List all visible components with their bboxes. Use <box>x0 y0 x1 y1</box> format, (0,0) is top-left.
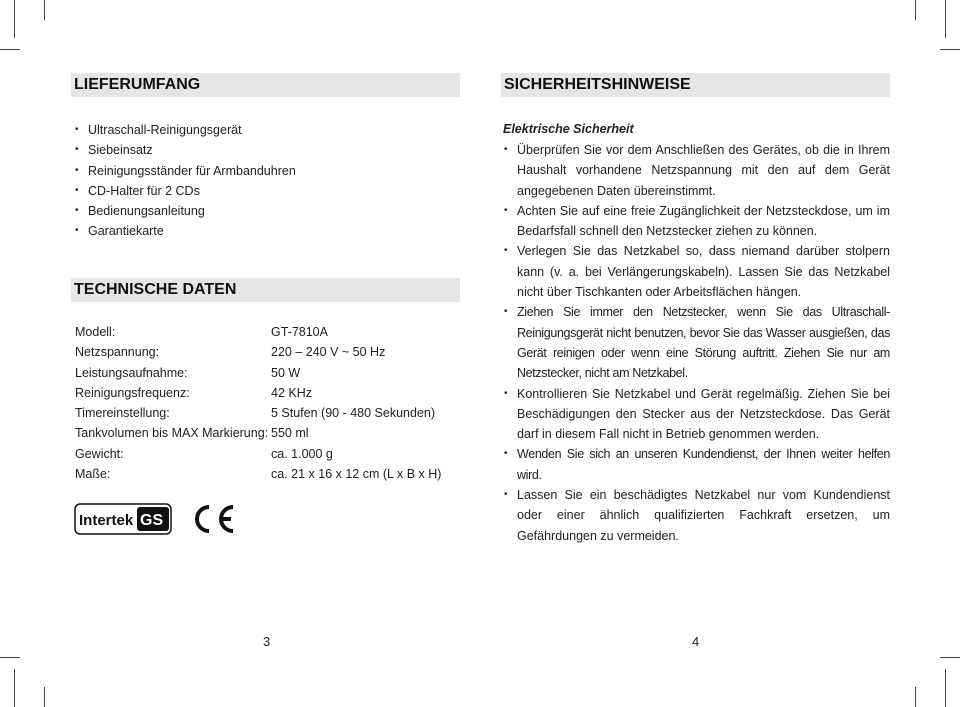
list-item: • Ultraschall-Reinigungsgerät <box>74 120 454 140</box>
spec-label: Timereinstellung: <box>75 406 170 421</box>
spec-value: GT-7810A <box>271 325 328 339</box>
crop-mark <box>940 657 960 658</box>
spec-label: Netzspannung: <box>75 345 160 360</box>
list-item: • Siebeinsatz <box>74 140 454 160</box>
spec-label: Modell: <box>75 325 116 339</box>
svg-text:GS: GS <box>140 512 164 529</box>
intertek-gs-logo <box>74 503 172 535</box>
heading-sicherheitshinweise: SICHERHEITSHINWEISE <box>501 73 890 97</box>
list-item: • Überprüfen Sie vor dem Anschließen des Gerätes, ob die in Ihrem Haushalt vorhandene Netzspannung mit den auf dem Gerät angegebenen Daten übereinstimmt. <box>503 140 890 201</box>
heading-technische-daten: TECHNISCHE DATEN <box>71 278 460 302</box>
spec-row <box>75 322 460 342</box>
crop-mark <box>44 0 45 20</box>
list-item: • Bedienungsanleitung <box>74 201 454 221</box>
spec-value: 50 W <box>271 365 301 380</box>
spec-row <box>75 342 460 362</box>
list-item: • Kontrollieren Sie Netzkabel und Gerät regelmäßig. Ziehen Sie bei Beschädigungen den Stecker aus der Netzsteckdose. Das Gerät darf in diesem Fall nicht in Betrieb genommen werden. <box>503 384 890 445</box>
spec-row <box>75 444 460 464</box>
spec-label: Leistungsaufnahme: <box>75 365 188 380</box>
spec-value: 550 ml <box>271 426 309 441</box>
crop-mark <box>940 49 960 50</box>
safety-section <box>503 119 890 546</box>
crop-mark <box>945 0 946 38</box>
spec-row <box>75 383 460 403</box>
spec-value: ca. 21 x 16 x 12 cm (L x B x H) <box>271 467 442 482</box>
list-item: • Ziehen Sie immer den Netzstecker, wenn Sie das Ultraschall-Reinigungsgerät nicht benutzen, bevor Sie das Wasser ausgießen, das Gerät reinigen oder wenn eine Störung auftritt. Ziehen Sie nur am Netzstecker, nicht am Netzkabel. <box>503 302 890 383</box>
contents-list <box>74 120 454 242</box>
spec-row <box>75 423 460 443</box>
crop-mark <box>0 657 20 658</box>
crop-mark <box>14 0 15 38</box>
spec-label: Gewicht: <box>75 446 124 461</box>
spec-value: 42 KHz <box>271 385 312 400</box>
spec-value: ca. 1.000 g <box>271 446 333 461</box>
page-number: 3 <box>263 634 271 649</box>
page-number: 4 <box>692 634 700 649</box>
spec-row <box>75 464 460 484</box>
list-item: • Reinigungsständer für Armbanduhren <box>74 161 454 181</box>
list-item: • Garantiekarte <box>74 221 454 241</box>
crop-mark <box>14 669 15 707</box>
intertek-wordmark: Intertek <box>79 512 134 529</box>
spec-label: Maße: <box>75 467 111 482</box>
spec-value: 220 – 240 V ~ 50 Hz <box>271 345 386 360</box>
crop-mark <box>915 687 916 707</box>
spec-label: Tankvolumen bis MAX Markierung: <box>75 426 269 441</box>
list-item: • Achten Sie auf eine freie Zugänglichkeit der Netzsteckdose, um im Bedarfsfall schnell den Netzstecker ziehen zu können. <box>503 201 890 242</box>
crop-mark <box>0 49 20 50</box>
ce-mark-icon <box>190 504 236 534</box>
gs-mark-icon <box>137 507 169 531</box>
section-subheading: Elektrische Sicherheit <box>503 122 634 136</box>
spec-row <box>75 363 460 383</box>
spec-row <box>75 403 460 423</box>
crop-mark <box>945 669 946 707</box>
spec-value: 5 Stufen (90 - 480 Sekunden) <box>271 406 436 421</box>
spec-label: Reinigungsfrequenz: <box>75 385 190 400</box>
specs-table <box>75 322 460 484</box>
list-item: • Wenden Sie sich an unseren Kundendienst, der Ihnen weiter helfen wird. <box>503 444 890 485</box>
list-item: • Verlegen Sie das Netzkabel so, dass niemand darüber stolpern kann (v. a. bei Verlängerungskabeln). Lassen Sie das Netzkabel nicht über Tischkanten oder Arbeitsflächen hängen. <box>503 241 890 302</box>
heading-lieferumfang: LIEFERUMFANG <box>71 73 460 97</box>
list-item: • Lassen Sie ein beschädigtes Netzkabel nur vom Kundendienst oder einer ähnlich qualifizierten Fachkraft ersetzen, um Gefährdungen zu vermeiden. <box>503 485 890 546</box>
list-item: • CD-Halter für 2 CDs <box>74 181 454 201</box>
crop-mark <box>44 687 45 707</box>
crop-mark <box>915 0 916 20</box>
